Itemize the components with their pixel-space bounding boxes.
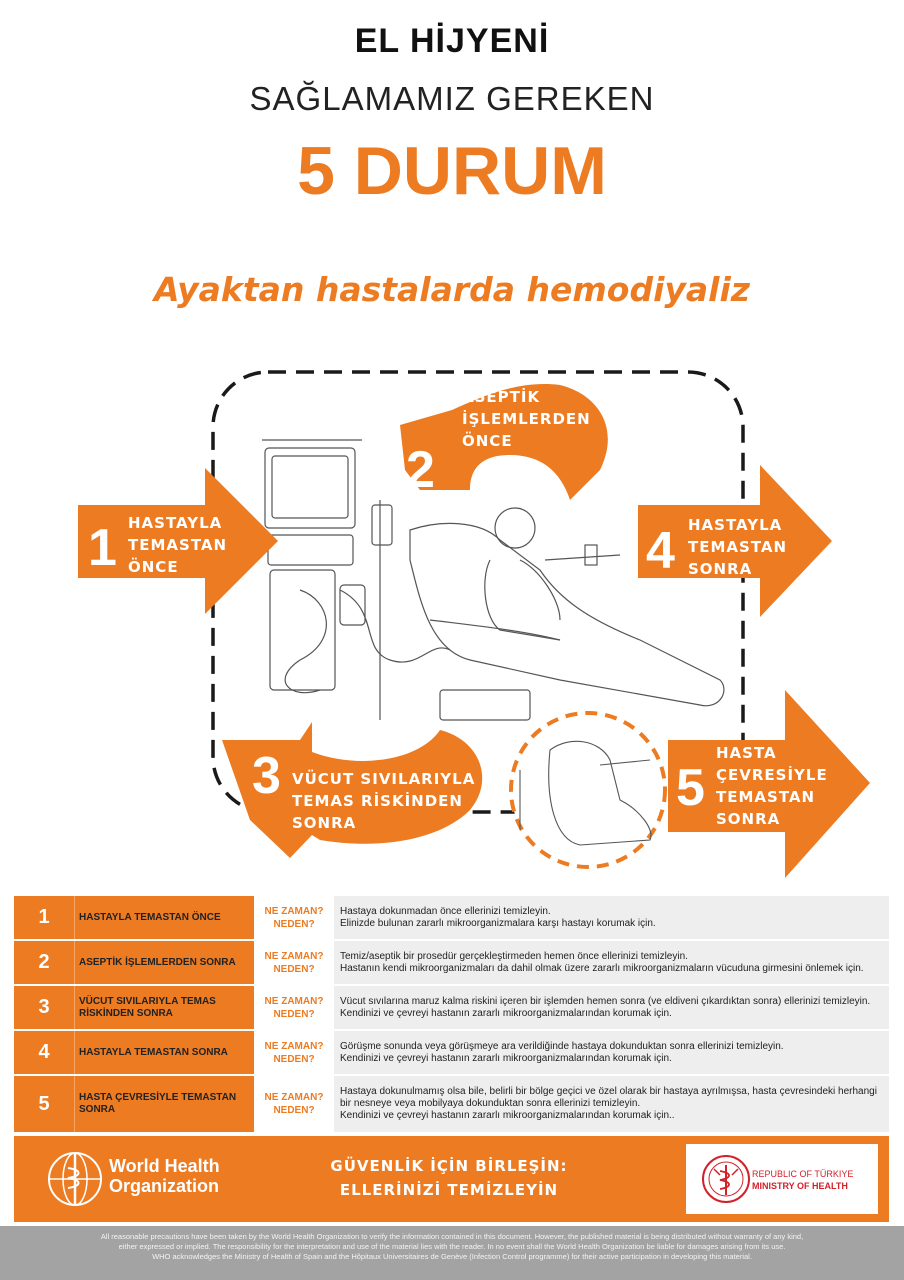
moment-4-label-line: HASTAYLA — [688, 516, 783, 534]
footer-banner — [14, 1136, 889, 1222]
row-description — [334, 1031, 889, 1074]
row-number: 4 — [14, 1031, 74, 1074]
who-emblem-icon — [46, 1150, 104, 1208]
moment-2-label-line: İŞLEMLERDEN — [462, 410, 591, 428]
when-why-labels — [254, 1031, 334, 1074]
dialysis-scene-drawing — [262, 440, 724, 720]
disclaimer-line: WHO acknowledges the Ministry of Health of Spain and the Hôpitaux Universitaires de Genève (Infection Control programme) for their active participation in developing this material. — [152, 1252, 752, 1261]
row-number: 1 — [14, 896, 74, 939]
when-label: NE ZAMAN? — [264, 1040, 324, 1052]
moment-5-label — [716, 742, 828, 830]
when-text: Hastaya dokunulmamış olsa bile, belirli bir bölge geçici ve özel olarak bir hastaya ayrılmışsa, hasta çevresindeki herhangi bir nesneye veya mobilyaya dokunduktan sonra ellerinizi temizleyin. — [340, 1086, 877, 1109]
table-row — [14, 1031, 889, 1076]
row-moment-name: VÜCUT SIVILARIYLA TEMAS RİSKİNDEN SONRA — [74, 986, 254, 1029]
who-logo-line: Organization — [109, 1176, 220, 1196]
moment-5-label-line: TEMASTAN — [716, 788, 816, 806]
table-row — [14, 986, 889, 1031]
when-label: NE ZAMAN? — [264, 1092, 324, 1103]
when-label: NE ZAMAN? — [264, 950, 324, 962]
title-line-3: 5 DURUM — [297, 133, 607, 209]
why-text: Hastanın kendi mikroorganizmaları da dahil olmak üzere zararlı mikroorganizmaların vücuduna girmesini önlemek için. — [340, 962, 864, 974]
moment-5-label-line: SONRA — [716, 810, 781, 828]
moment-1-label-line: ÖNCE — [128, 558, 179, 576]
when-text: Hastaya dokunmadan önce ellerinizi temizleyin. — [340, 905, 551, 917]
ministry-line-2: MINISTRY OF HEALTH — [752, 1181, 848, 1191]
when-why-labels — [254, 941, 334, 984]
moment-3-label-line: TEMAS RİSKİNDEN — [292, 792, 463, 810]
when-text: Görüşme sonunda veya görüşmeye ara verildiğinde hastaya dokunduktan sonra ellerinizi temizleyin. — [340, 1040, 784, 1052]
moment-4-label-line: SONRA — [688, 560, 753, 578]
row-description — [334, 896, 889, 939]
ministry-text — [752, 1168, 853, 1192]
disclaimer-line: either expressed or implied. The responsibility for the interpretation and use of the material lies with the reader. In no event shall the World Health Organization be liable for damages arising from its use. — [118, 1242, 786, 1251]
row-moment-name: HASTAYLA TEMASTAN SONRA — [74, 1031, 254, 1074]
moment-5-number: 5 — [676, 759, 705, 817]
table-row — [14, 941, 889, 986]
slogan-line: ELLERİNİZİ TEMİZLEYİN — [339, 1181, 559, 1199]
row-description — [334, 986, 889, 1029]
moment-1-number: 1 — [88, 519, 117, 577]
when-why-labels — [254, 986, 334, 1029]
moment-5-label-line: ÇEVRESİYLE — [716, 766, 828, 784]
when-why-labels — [254, 1076, 334, 1132]
why-text: Kendinizi ve çevreyi hastanın zararlı mikroorganizmalarından korumak için. — [340, 1052, 672, 1064]
row-number: 3 — [14, 986, 74, 1029]
who-logo-text — [109, 1156, 220, 1196]
row-number: 2 — [14, 941, 74, 984]
row-description — [334, 1076, 889, 1132]
why-label: NEDEN? — [273, 1053, 315, 1065]
ministry-logo-box — [686, 1144, 878, 1214]
ministry-line-1: REPUBLIC OF TÜRKIYE — [752, 1169, 854, 1179]
title-line-2: SAĞLAMAMIZ GEREKEN — [249, 80, 655, 117]
five-moments-illustration — [0, 360, 904, 890]
moment-2-label-line: ASEPTİK — [462, 388, 541, 406]
table-row — [14, 1076, 889, 1134]
moment-1-label-line: TEMASTAN — [128, 536, 228, 554]
when-text: Vücut sıvılarına maruz kalma riskini içeren bir işlemden hemen sonra (ve eldiveni çıkardıktan sonra) ellerinizi temizleyin. — [340, 995, 871, 1007]
disclaimer-line: All reasonable precautions have been taken by the World Health Organization to verify the information contained in this document. However, the published material is being distributed without warranty of any kind, — [100, 1232, 804, 1241]
moment-5-label-line: HASTA — [716, 744, 777, 762]
why-label: NEDEN? — [273, 963, 315, 975]
title-line-1: EL HİJYENİ — [354, 22, 550, 60]
table-row — [14, 896, 889, 941]
why-text: Kendinizi ve çevreyi hastanın zararlı mikroorganizmalarından korumak için.. — [340, 1110, 675, 1121]
row-moment-name: HASTA ÇEVRESİYLE TEMASTAN SONRA — [74, 1076, 254, 1132]
why-text: Kendinizi ve çevreyi hastanın zararlı mikroorganizmalarından korumak için. — [340, 1007, 672, 1019]
row-moment-name: HASTAYLA TEMASTAN ÖNCE — [74, 896, 254, 939]
why-label: NEDEN? — [273, 918, 315, 930]
moment-1-label — [128, 512, 227, 578]
row-description — [334, 941, 889, 984]
when-label: NE ZAMAN? — [264, 995, 324, 1007]
why-label: NEDEN? — [273, 1008, 315, 1020]
why-text: Elinizde bulunan zararlı mikroorganizmalara karşı hastayı korumak için. — [340, 917, 656, 929]
when-text: Temiz/aseptik bir prosedür gerçekleştirmeden hemen önce ellerinizi temizleyin. — [340, 950, 688, 962]
moment-3-label — [292, 768, 475, 834]
moment-2-label — [462, 386, 591, 452]
moments-table — [14, 896, 889, 1134]
subtitle: Ayaktan hastalarda hemodiyaliz — [153, 270, 751, 309]
why-label: NEDEN? — [273, 1105, 315, 1116]
moment-3-label-line: SONRA — [292, 814, 357, 832]
moment-3-label-line: VÜCUT SIVILARIYLA — [292, 770, 476, 788]
moment-4-number: 4 — [646, 522, 675, 580]
row-number: 5 — [14, 1076, 74, 1132]
who-logo-line: World Health — [109, 1156, 220, 1176]
row-moment-name: ASEPTİK İŞLEMLERDEN SONRA — [74, 941, 254, 984]
disclaimer — [0, 1226, 904, 1280]
moment-2-label-line: ÖNCE — [462, 432, 513, 450]
moment-4-label-line: TEMASTAN — [688, 538, 788, 556]
ministry-emblem-icon — [700, 1153, 752, 1205]
moment-3-number: 3 — [252, 747, 281, 805]
when-why-labels — [254, 896, 334, 939]
when-label: NE ZAMAN? — [264, 905, 324, 917]
moment-4-label — [688, 514, 787, 580]
slogan — [284, 1154, 614, 1202]
slogan-line: GÜVENLİK İÇİN BİRLEŞİN: — [330, 1157, 568, 1175]
moment-2-number: 2 — [406, 441, 435, 499]
moment-1-label-line: HASTAYLA — [128, 514, 223, 532]
